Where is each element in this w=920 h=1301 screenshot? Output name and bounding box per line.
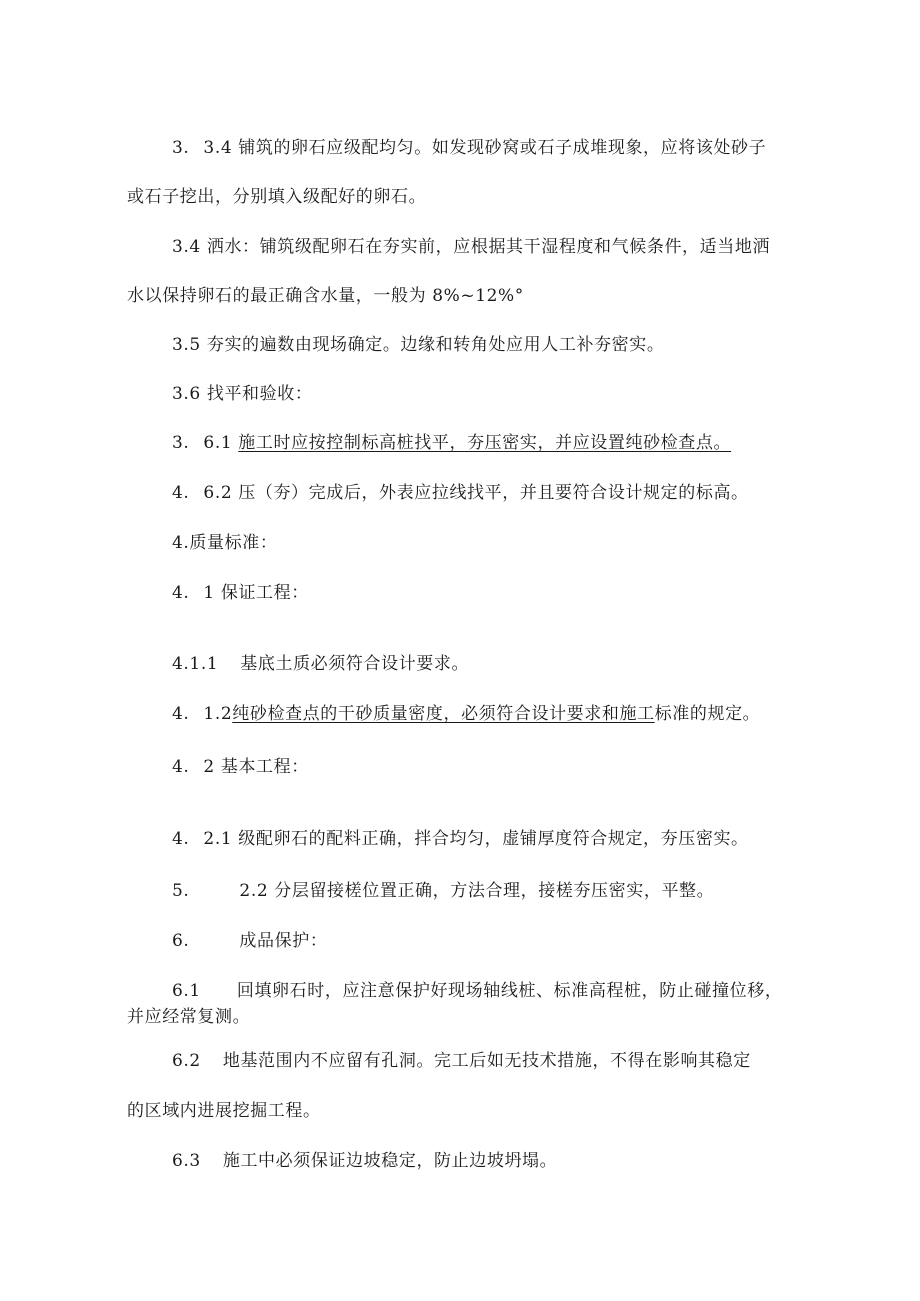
paragraph-text: 施工中必须保证边坡稳定，防止边坡坍塌。 xyxy=(222,1151,558,1171)
item-code: 6.3 xyxy=(172,1151,201,1171)
item-code: 4.1.1 xyxy=(172,654,219,674)
paragraph-text: 标准的规定。 xyxy=(654,704,761,724)
section-heading-3-6: 3.6 找平和验收： xyxy=(172,384,313,404)
paragraph-6-1-line2: 并应经常复测。 xyxy=(127,1007,251,1027)
paragraph-3-4-line1: 3.4 洒水：铺筑级配卵石在夯实前，应根据其干湿程度和气候条件，适当地洒 xyxy=(172,237,771,257)
heading-text: 1 保证工程： xyxy=(203,583,309,603)
paragraph-4-1-1 xyxy=(172,653,469,675)
underlined-text: 纯砂检查点的干砂质量密度，必须符合设计要求和施工 xyxy=(232,704,655,724)
paragraph-3-3-4-line1 xyxy=(172,137,766,159)
paragraph-3-4-line2: 水以保持卵石的最正确含水量，一般为 8%~12%° xyxy=(127,286,524,306)
paragraph-4-2-1 xyxy=(172,828,749,850)
item-code: 6.1 xyxy=(203,433,233,453)
section-heading-4-2 xyxy=(172,756,309,778)
paragraph-text: 地基范围内不应留有孔洞。完工后如无技术措施，不得在影响其稳定 xyxy=(222,1051,751,1071)
list-number: 4. xyxy=(172,757,190,777)
paragraph-4-6-2 xyxy=(172,482,749,504)
paragraph-6-2-line1 xyxy=(172,1050,751,1072)
paragraph-text: 6.2 压（夯）完成后，外表应拉线找平，并且要符合设计规定的标高。 xyxy=(203,483,749,503)
paragraph-4-1-2 xyxy=(172,703,760,725)
paragraph-5-2-2 xyxy=(172,880,714,902)
item-code: 6.1 xyxy=(172,981,201,1001)
item-code: 1.2 xyxy=(203,704,233,724)
item-code: 6.2 xyxy=(172,1051,201,1071)
list-number: 4. xyxy=(172,583,190,603)
list-number: 4. xyxy=(172,704,190,724)
paragraph-3-3-4-line2: 或石子挖出，分别填入级配好的卵石。 xyxy=(127,187,427,207)
list-number: 4. xyxy=(172,829,190,849)
list-number: 3. xyxy=(172,138,190,158)
paragraph-text: 回填卵石时，应注意保护好现场轴线桩、标准高程桩，防止碰撞位移， xyxy=(236,981,783,1001)
heading-text: 2 基本工程： xyxy=(203,757,309,777)
list-number: 5. xyxy=(172,881,190,901)
paragraph-text: 基底土质必须符合设计要求。 xyxy=(240,654,470,674)
list-number: 6. xyxy=(172,931,190,951)
paragraph-text: 2.2 分层留接槎位置正确，方法合理，接槎夯压密实，平整。 xyxy=(239,881,715,901)
paragraph-text: 2.1 级配卵石的配料正确，拌合均匀，虚铺厚度符合规定，夯压密实。 xyxy=(203,829,749,849)
list-number: 4. xyxy=(172,483,190,503)
section-heading-4: 4.质量标准： xyxy=(172,533,278,553)
paragraph-6-2-line2: 的区域内进展挖掘工程。 xyxy=(127,1101,321,1121)
paragraph-text: 3.4 铺筑的卵石应级配均匀。如发现砂窝或石子成堆现象，应将该处砂子 xyxy=(203,138,767,158)
paragraph-3-5: 3.5 夯实的遍数由现场确定。边缘和转角处应用人工补夯密实。 xyxy=(172,335,665,355)
section-heading-6 xyxy=(172,930,327,952)
underlined-text: 施工时应按控制标高桩找平，夯压密实，并应设置纯砂检查点。 xyxy=(238,433,732,453)
paragraph-6-1-line1 xyxy=(172,980,782,1002)
section-heading-4-1 xyxy=(172,582,309,604)
paragraph-6-3 xyxy=(172,1150,557,1172)
list-number: 3. xyxy=(172,433,190,453)
heading-text: 成品保护： xyxy=(239,931,328,951)
paragraph-3-6-1 xyxy=(172,432,731,454)
